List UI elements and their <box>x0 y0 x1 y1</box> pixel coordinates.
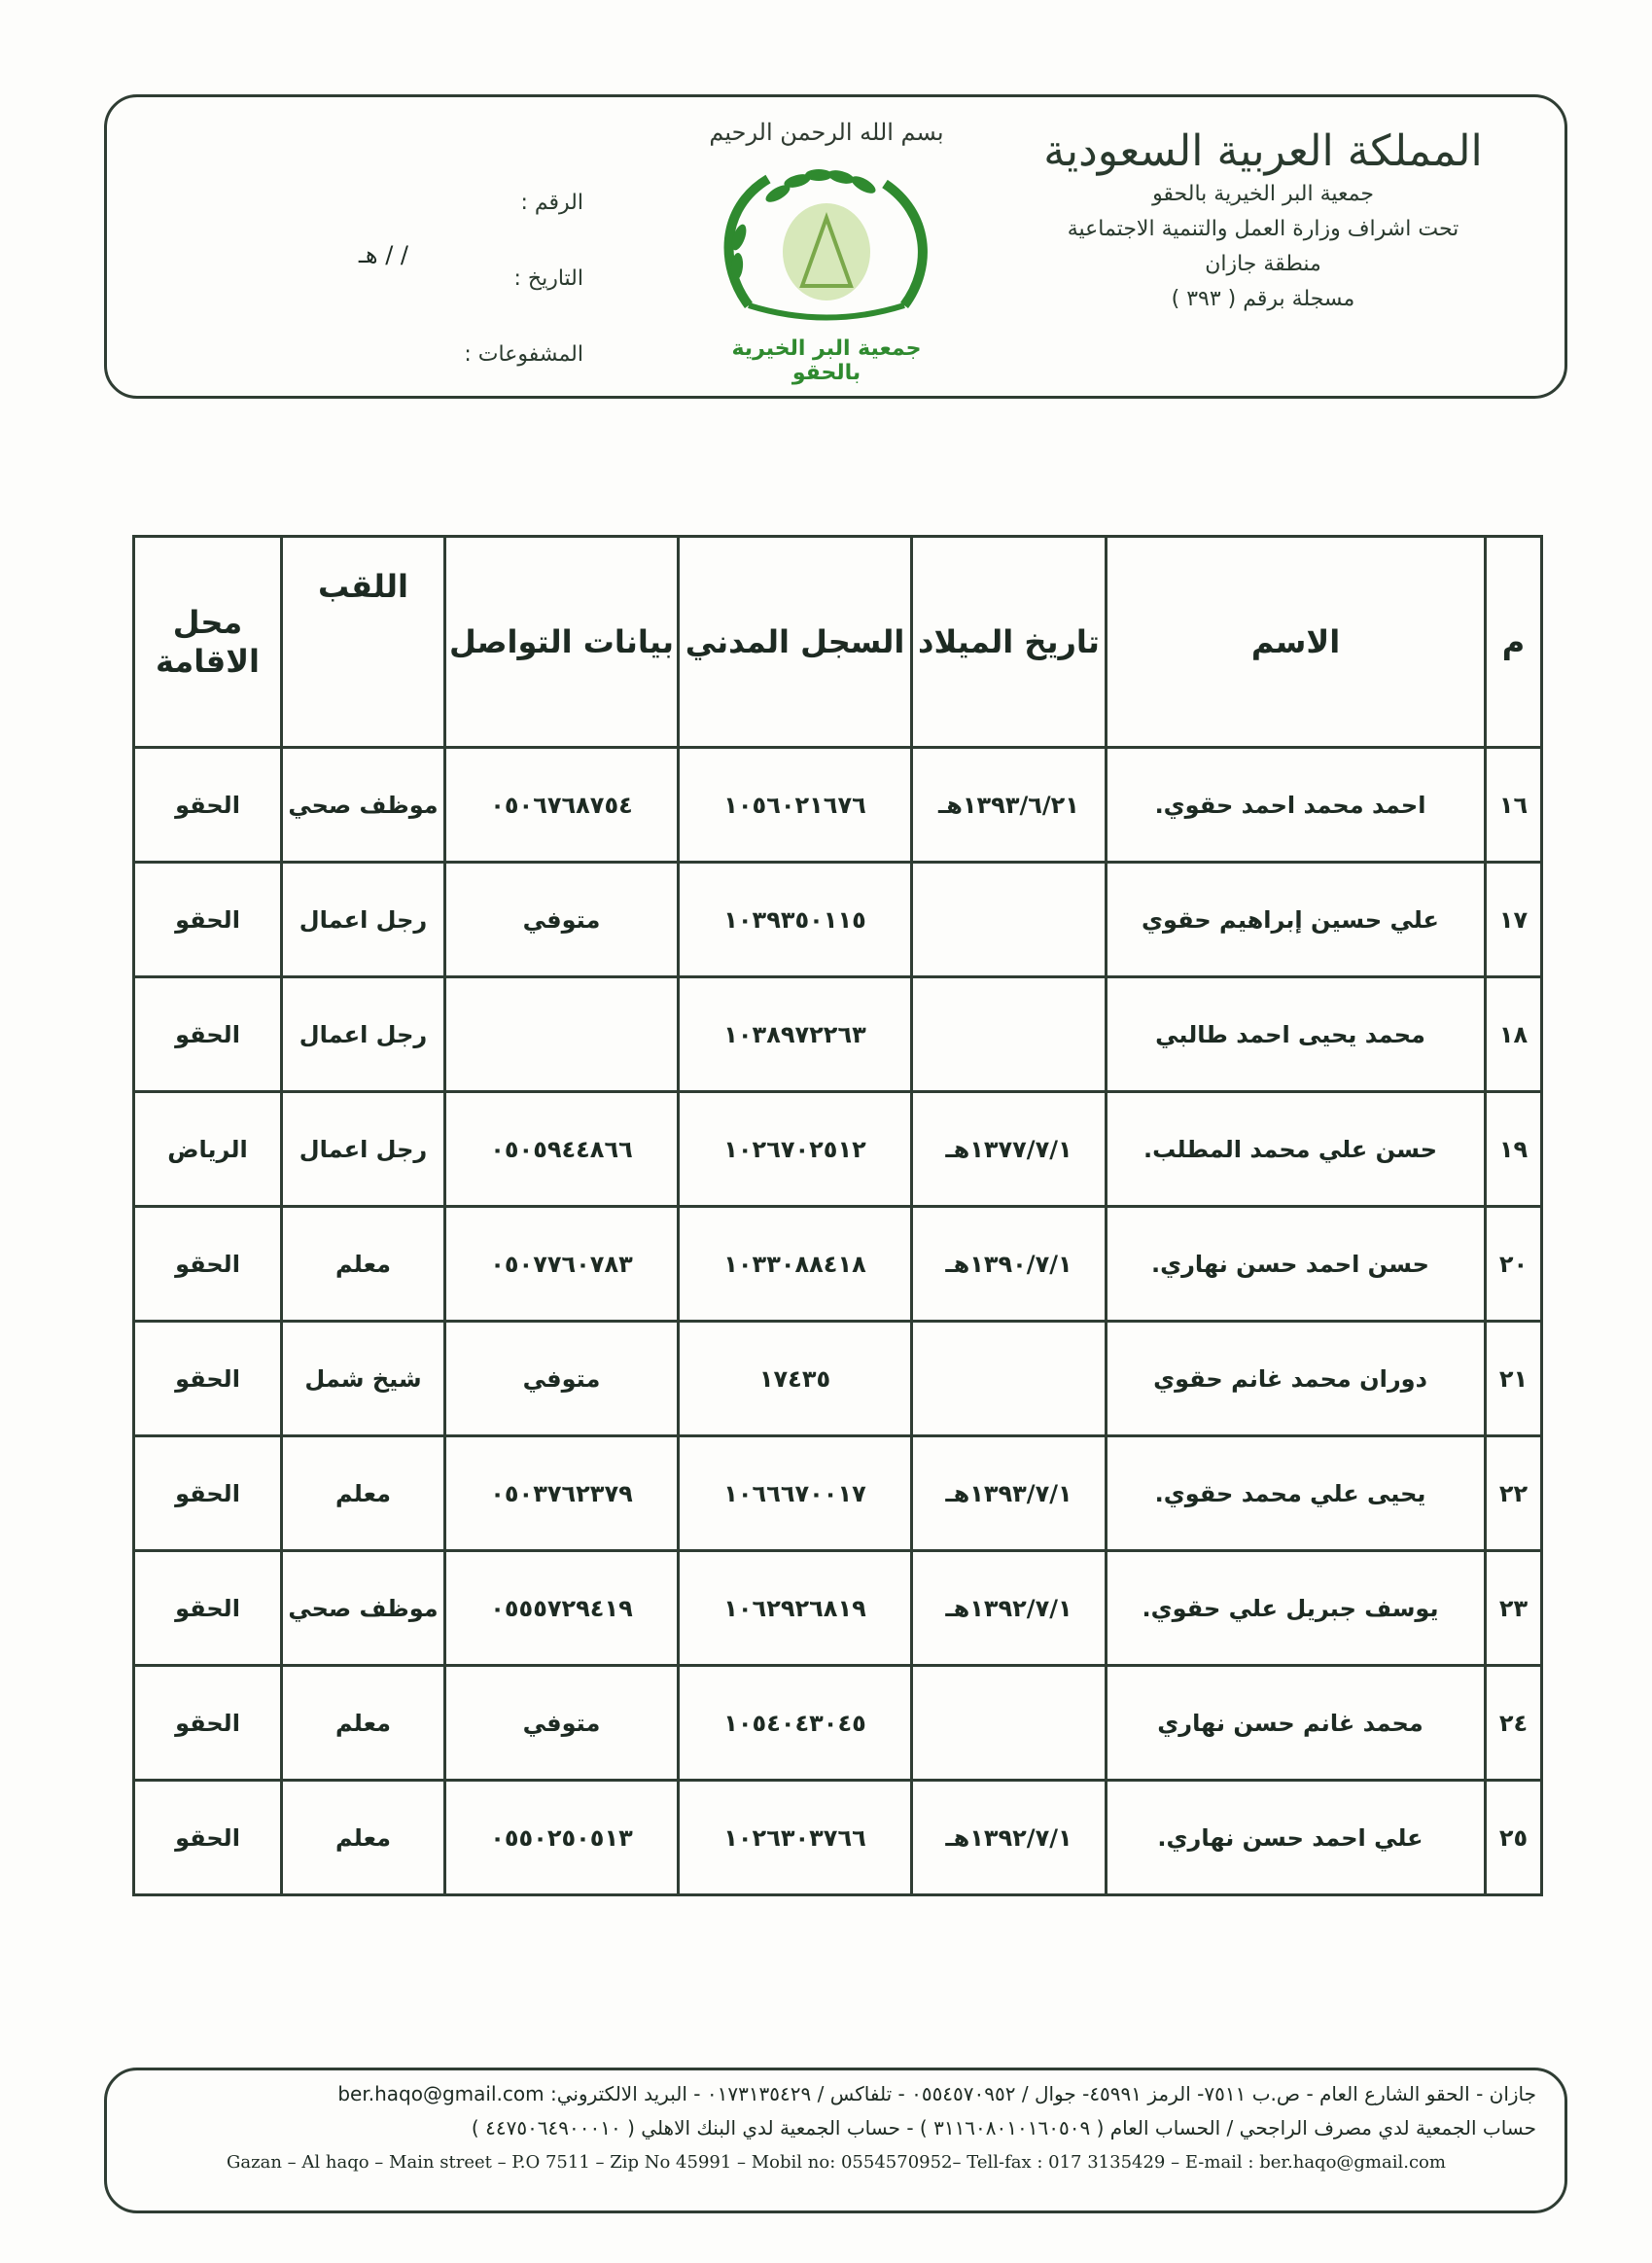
row-civil-id: ١٠٥٦٠٢١٦٧٦ <box>679 748 912 863</box>
association-logo <box>710 159 943 385</box>
row-index: ٢١ <box>1486 1322 1542 1436</box>
row-name: دوران محمد غانم حقوي <box>1107 1322 1486 1436</box>
row-index: ٢٣ <box>1486 1551 1542 1666</box>
row-civil-id: ١٧٤٣٥ <box>679 1322 912 1436</box>
row-residence: الرياض <box>134 1092 282 1207</box>
col-header-birthdate: تاريخ الميلاد <box>912 537 1107 748</box>
row-index: ٢٤ <box>1486 1666 1542 1781</box>
col-header-civil-id: السجل المدني <box>679 537 912 748</box>
row-name: حسن علي محمد المطلب. <box>1107 1092 1486 1207</box>
table-header-row <box>134 537 1542 748</box>
row-name: يحيى علي محمد حقوي. <box>1107 1436 1486 1551</box>
row-name: محمد يحيى احمد طالبي <box>1107 977 1486 1092</box>
row-birthdate <box>912 1322 1107 1436</box>
row-civil-id: ١٠٣٩٣٥٠١١٥ <box>679 863 912 977</box>
row-civil-id: ١٠٦٢٩٢٦٨١٩ <box>679 1551 912 1666</box>
row-civil-id: ١٠٢٦٧٠٢٥١٢ <box>679 1092 912 1207</box>
date-blank: / / هـ <box>358 241 408 268</box>
members-table <box>132 535 1543 1896</box>
supervision-line: تحت اشراف وزارة العمل والتنمية الاجتماعية <box>1067 217 1459 241</box>
row-contact: متوفي <box>445 1666 679 1781</box>
row-name: علي احمد حسن نهاري. <box>1107 1781 1486 1895</box>
row-residence: الحقو <box>134 1551 282 1666</box>
reference-block <box>358 165 583 393</box>
row-name: يوسف جبريل علي حقوي. <box>1107 1551 1486 1666</box>
row-name: محمد غانم حسن نهاري <box>1107 1666 1486 1781</box>
row-index: ٢٥ <box>1486 1781 1542 1895</box>
row-residence: الحقو <box>134 863 282 977</box>
table-row <box>134 1092 1542 1207</box>
row-name: علي حسين إبراهيم حقوي <box>1107 863 1486 977</box>
logo-caption: جمعية البر الخيرية بالحقو <box>731 336 922 385</box>
basmala: بسم الله الرحمن الرحيم <box>709 119 944 146</box>
row-contact <box>445 977 679 1092</box>
row-residence: الحقو <box>134 1322 282 1436</box>
row-birthdate: ١٣٩٢/٧/١هـ <box>912 1781 1107 1895</box>
row-residence: الحقو <box>134 977 282 1092</box>
association-name: جمعية البر الخيرية بالحقو <box>1152 182 1374 206</box>
row-birthdate: ١٣٩٠/٧/١هـ <box>912 1207 1107 1322</box>
col-header-index: م <box>1486 537 1542 748</box>
footer-address-line: جازان - الحقو الشارع العام - ص.ب ٧٥١١- الرمز ٤٥٩٩١- جوال / ٠٥٥٤٥٧٠٩٥٢ - تلفاكس / ٠١٧٣١٣٥٤٢٩ - البريد الالكتروني: ber.haqo@gmail.com <box>337 2082 1536 2105</box>
row-title: معلم <box>282 1436 445 1551</box>
row-residence: الحقو <box>134 1436 282 1551</box>
table-row <box>134 1207 1542 1322</box>
row-civil-id: ١٠٣٣٠٨٨٤١٨ <box>679 1207 912 1322</box>
row-contact: ٠٥٠٦٧٦٨٧٥٤ <box>445 748 679 863</box>
letterhead-org-block <box>1039 126 1487 317</box>
row-contact: متوفي <box>445 1322 679 1436</box>
row-title: معلم <box>282 1666 445 1781</box>
date-label: التاريخ : <box>513 266 583 291</box>
row-title: موظف صحي <box>282 748 445 863</box>
footer-english-line: Gazan – Al haqo – Main street – P.O 7511 – Zip No 45991 – Mobil no: 0554570952– Tell-fax : 017 3135429 – E-mail : ber.haqo@gmail.com <box>227 2152 1446 2173</box>
row-civil-id: ١٠٢٦٣٠٣٧٦٦ <box>679 1781 912 1895</box>
row-birthdate <box>912 977 1107 1092</box>
row-index: ٢٠ <box>1486 1207 1542 1322</box>
table-row <box>134 1666 1542 1781</box>
row-title: شيخ شمل <box>282 1322 445 1436</box>
row-residence: الحقو <box>134 1781 282 1895</box>
row-title: موظف صحي <box>282 1551 445 1666</box>
row-contact: ٠٥٠٣٧٦٢٣٧٩ <box>445 1436 679 1551</box>
row-contact: ٠٥٥٥٧٢٩٤١٩ <box>445 1551 679 1666</box>
table-row <box>134 1322 1542 1436</box>
col-header-name: الاسم <box>1107 537 1486 748</box>
table-row <box>134 863 1542 977</box>
row-title: معلم <box>282 1207 445 1322</box>
row-contact: متوفي <box>445 863 679 977</box>
row-birthdate: ١٣٩٣/٦/٢١هـ <box>912 748 1107 863</box>
row-birthdate: ١٣٩٣/٧/١هـ <box>912 1436 1107 1551</box>
row-birthdate <box>912 1666 1107 1781</box>
registration-line: مسجلة برقم ( ٣٩٣ ) <box>1171 287 1355 311</box>
table-row <box>134 748 1542 863</box>
col-header-residence: محل الاقامة <box>134 537 282 748</box>
row-civil-id: ١٠٥٤٠٤٣٠٤٥ <box>679 1666 912 1781</box>
row-civil-id: ١٠٣٨٩٧٢٢٦٣ <box>679 977 912 1092</box>
letterhead-logo-block <box>622 115 1031 385</box>
row-residence: الحقو <box>134 748 282 863</box>
row-contact: ٠٥٥٠٢٥٠٥١٣ <box>445 1781 679 1895</box>
row-contact: ٠٥٠٥٩٤٤٨٦٦ <box>445 1092 679 1207</box>
footer-bank-line: حساب الجمعية لدي مصرف الراجحي / الحساب العام ( ٣١١٦٠٨٠١٠١٦٠٥٠٩ ) - حساب الجمعية لدي البنك الاهلي ( ٤٤٧٥٠٦٤٩٠٠٠١٠ ) <box>471 2116 1536 2139</box>
table-row <box>134 1551 1542 1666</box>
col-header-title: اللقب <box>282 537 445 748</box>
row-title: رجل اعمال <box>282 863 445 977</box>
kingdom-title: المملكة العربية السعودية <box>1043 126 1483 176</box>
attachments-label: المشفوعات : <box>464 342 583 367</box>
table-row <box>134 977 1542 1092</box>
row-residence: الحقو <box>134 1207 282 1322</box>
row-civil-id: ١٠٦٦٦٧٠٠١٧ <box>679 1436 912 1551</box>
row-index: ٢٢ <box>1486 1436 1542 1551</box>
row-title: معلم <box>282 1781 445 1895</box>
row-index: ١٦ <box>1486 748 1542 863</box>
table-row <box>134 1436 1542 1551</box>
row-title: رجل اعمال <box>282 1092 445 1207</box>
footer-contact-block <box>136 2077 1536 2179</box>
row-name: حسن احمد حسن نهاري. <box>1107 1207 1486 1322</box>
row-birthdate <box>912 863 1107 977</box>
region-line: منطقة جازان <box>1205 252 1321 276</box>
row-name: احمد محمد احمد حقوي. <box>1107 748 1486 863</box>
row-birthdate: ١٣٧٧/٧/١هـ <box>912 1092 1107 1207</box>
row-residence: الحقو <box>134 1666 282 1781</box>
row-contact: ٠٥٠٧٧٦٠٧٨٣ <box>445 1207 679 1322</box>
ref-number-label: الرقم : <box>520 191 583 215</box>
row-birthdate: ١٣٩٢/٧/١هـ <box>912 1551 1107 1666</box>
row-index: ١٧ <box>1486 863 1542 977</box>
row-index: ١٨ <box>1486 977 1542 1092</box>
table-row <box>134 1781 1542 1895</box>
wheat-logo-icon <box>710 159 943 335</box>
row-index: ١٩ <box>1486 1092 1542 1207</box>
col-header-contact: بيانات التواصل <box>445 537 679 748</box>
row-title: رجل اعمال <box>282 977 445 1092</box>
